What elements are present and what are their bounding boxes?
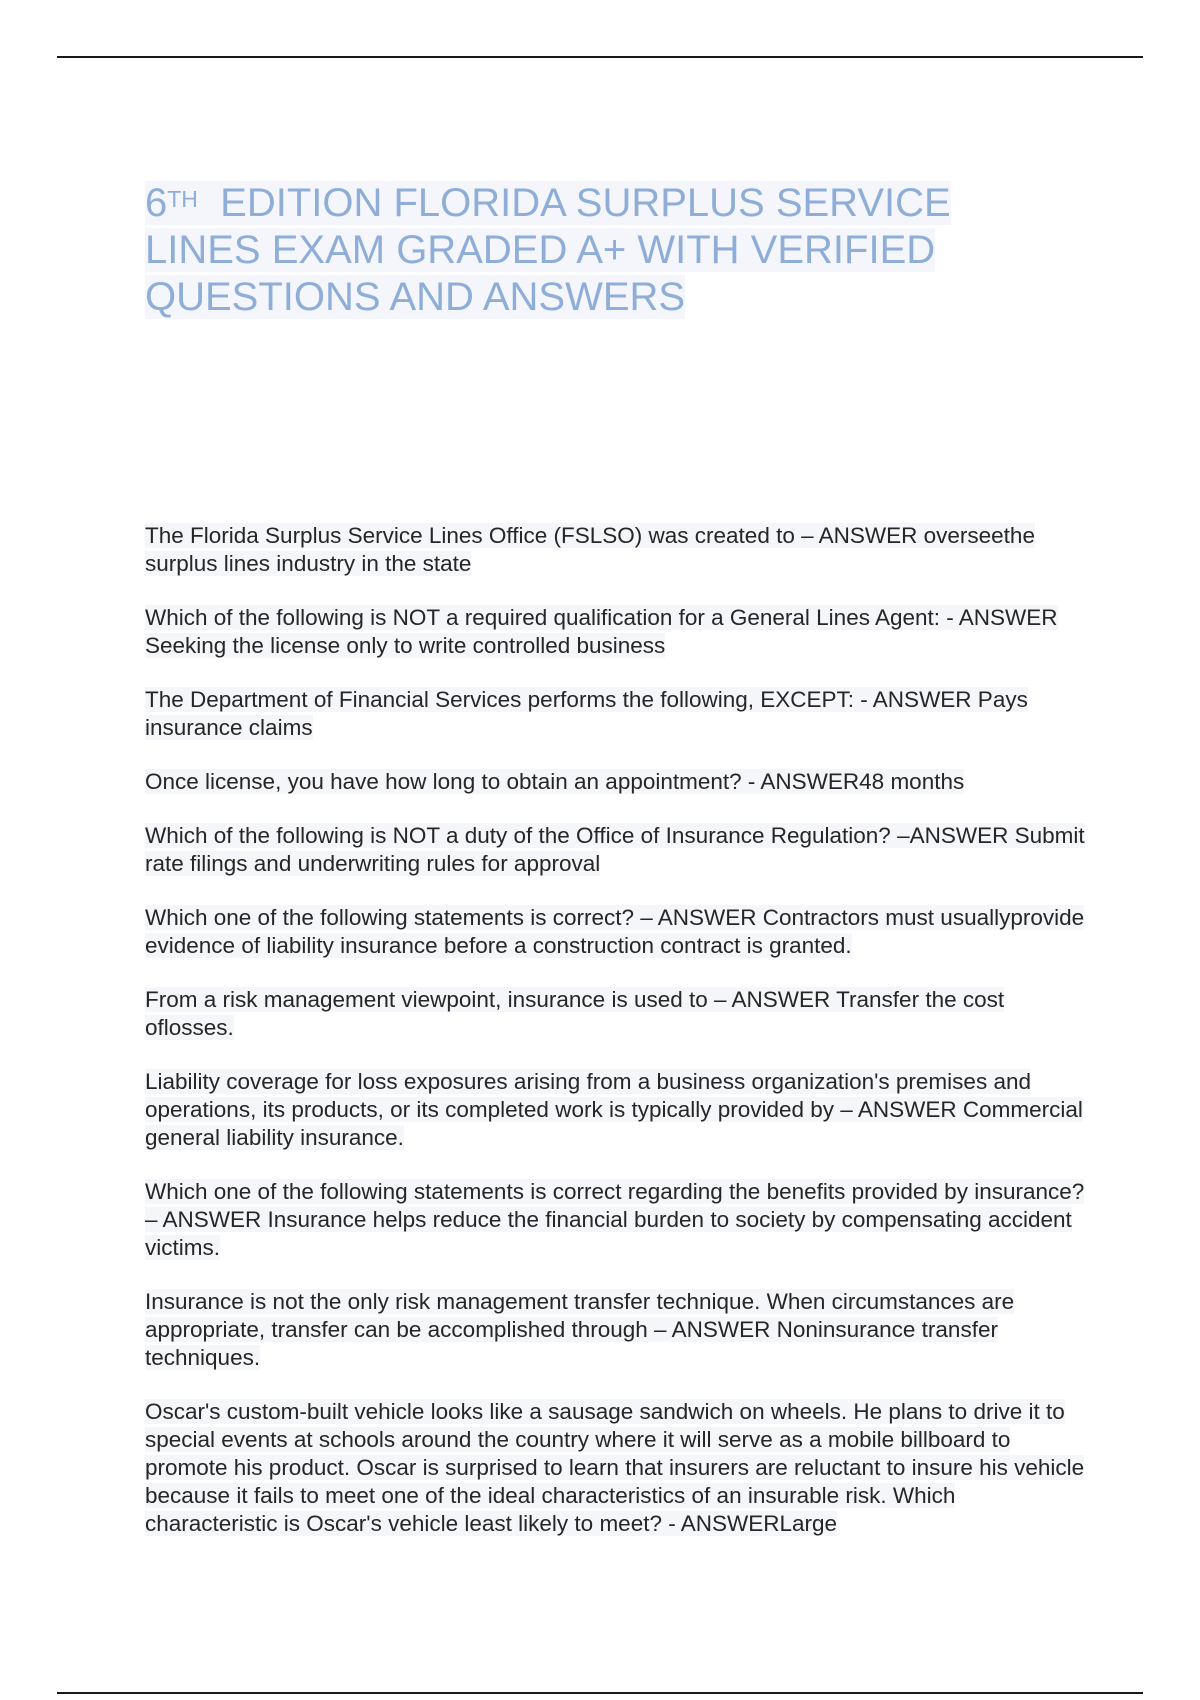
qa-text: Which one of the following statements is correct? – ANSWER Contractors must usuallyprovide evidence of liability insurance before a construction contract is granted. bbox=[145, 905, 1085, 958]
qa-item bbox=[145, 822, 1090, 878]
qa-text: Oscar's custom-built vehicle looks like a sausage sandwich on wheels. He plans to drive it to special events at schools around the country where it will serve as a mobile billboard to promote his product. Oscar is surprised to learn that insurers are reluctant to insure his vehicle because it fails to meet one of the ideal characteristics of an insurable risk. Which characteristic is Oscar's vehicle least likely to meet? - ANSWERLarge bbox=[145, 1399, 1085, 1536]
qa-item bbox=[145, 604, 1090, 660]
document-title bbox=[145, 180, 975, 321]
qa-item bbox=[145, 522, 1090, 578]
qa-item bbox=[145, 1398, 1090, 1538]
qa-list bbox=[145, 522, 1090, 1564]
qa-text: Which of the following is NOT a required qualification for a General Lines Agent: - ANSWER Seeking the license only to write controlled business bbox=[145, 605, 1058, 658]
footer-rule bbox=[57, 1692, 1143, 1694]
title-superscript: TH bbox=[167, 186, 198, 212]
qa-item bbox=[145, 1068, 1090, 1152]
qa-text: Which one of the following statements is correct regarding the benefits provided by insurance? – ANSWER Insurance helps reduce the financial burden to society by compensating accident victims. bbox=[145, 1179, 1085, 1260]
qa-text: Which of the following is NOT a duty of the Office of Insurance Regulation? –ANSWER Submit rate filings and underwriting rules for approval bbox=[145, 823, 1085, 876]
title-prefix: 6 bbox=[145, 181, 168, 225]
qa-text: The Department of Financial Services performs the following, EXCEPT: - ANSWER Pays insurance claims bbox=[145, 687, 1028, 740]
qa-text: Liability coverage for loss exposures arising from a business organization's premises and operations, its products, or its completed work is typically provided by – ANSWER Commercial general liability insurance. bbox=[145, 1069, 1083, 1150]
header-rule bbox=[57, 56, 1143, 58]
qa-item bbox=[145, 1178, 1090, 1262]
qa-item bbox=[145, 986, 1090, 1042]
qa-text: From a risk management viewpoint, insurance is used to – ANSWER Transfer the cost oflosses. bbox=[145, 987, 1005, 1040]
qa-item bbox=[145, 904, 1090, 960]
title-text: EDITION FLORIDA SURPLUS SERVICE LINES EXAM GRADED A+ WITH VERIFIED QUESTIONS AND ANSWERS bbox=[145, 181, 951, 319]
qa-text: The Florida Surplus Service Lines Office (FSLSO) was created to – ANSWER overseethe surplus lines industry in the state bbox=[145, 523, 1035, 576]
qa-item bbox=[145, 768, 1090, 796]
qa-item bbox=[145, 1288, 1090, 1372]
qa-item bbox=[145, 686, 1090, 742]
qa-text: Insurance is not the only risk management transfer technique. When circumstances are appropriate, transfer can be accomplished through – ANSWER Noninsurance transfer techniques. bbox=[145, 1289, 1015, 1370]
qa-text: Once license, you have how long to obtain an appointment? - ANSWER48 months bbox=[145, 769, 965, 794]
